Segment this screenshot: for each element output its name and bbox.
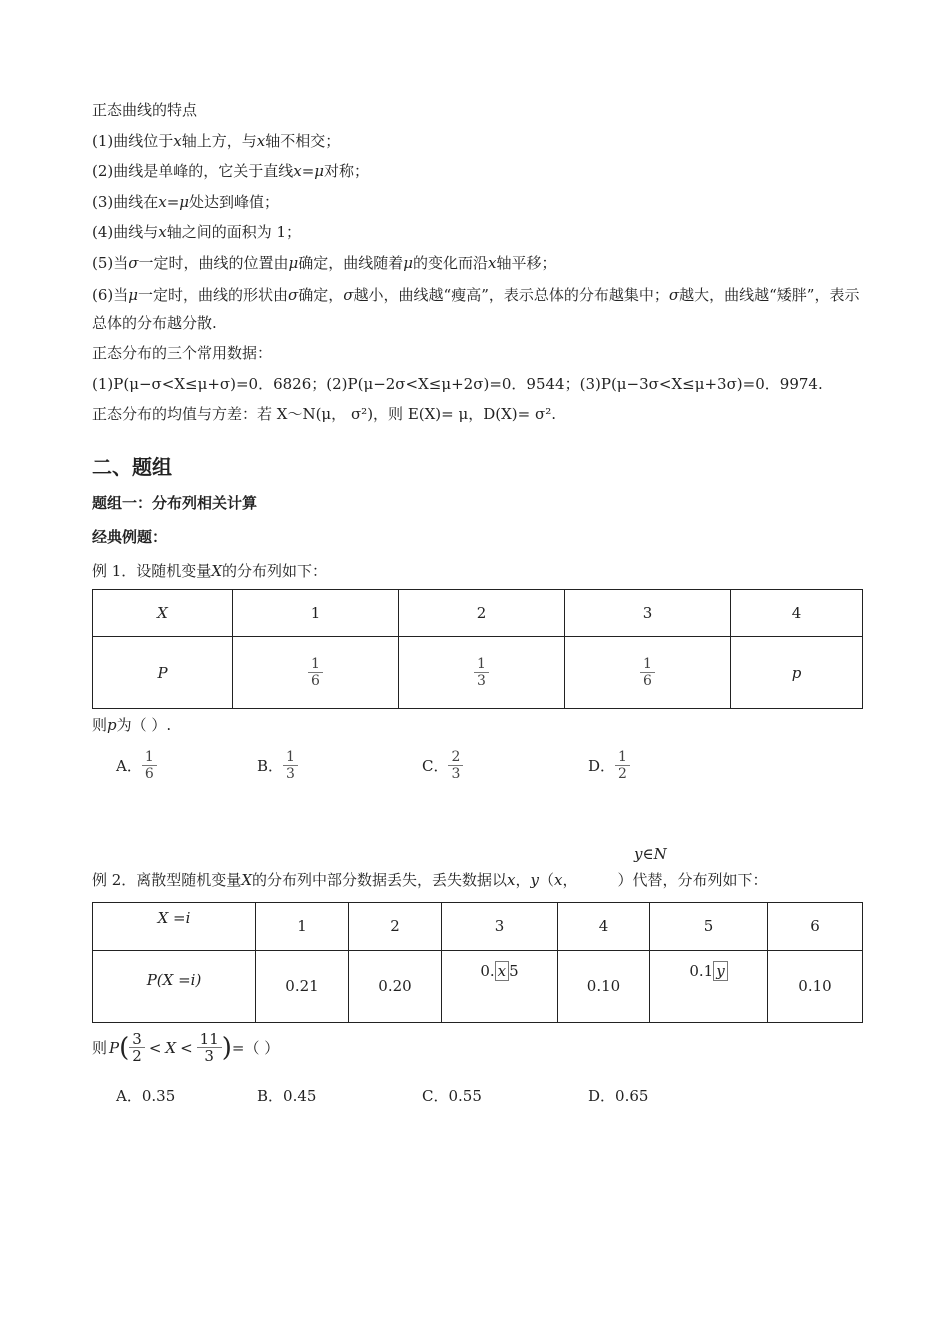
- example-2-options: [92, 1083, 862, 1133]
- option-a[interactable]: A．0.35: [116, 1087, 176, 1105]
- example-2-question: 则 P ( $\frac{3}{2}$ < X < $\frac{11}{3}$ ) =（ ）: [92, 1030, 280, 1065]
- property-1: (1)曲线位于x轴上方，与x轴不相交；: [92, 131, 341, 150]
- option-a[interactable]: A． $\frac{1}{6}$: [116, 744, 157, 788]
- table-cell: 5: [650, 902, 768, 950]
- fraction: $\frac{1}{6}$: [640, 656, 655, 689]
- fraction: $\frac{1}{6}$: [142, 749, 157, 782]
- fraction: $\frac{11}{3}$: [197, 1031, 222, 1064]
- missing-y-box: y: [713, 961, 727, 981]
- table-cell: 4: [558, 902, 650, 950]
- table-cell: 0.10: [558, 950, 650, 1022]
- example-1-question: 则p为（ ）.: [92, 716, 172, 734]
- table-cell: P: [93, 637, 233, 709]
- table-cell: 0.20: [349, 950, 442, 1022]
- fraction: $\frac{2}{3}$: [448, 749, 463, 782]
- fraction: $\frac{1}{6}$: [308, 656, 323, 689]
- table-cell: X =i: [93, 902, 256, 950]
- table-cell: [565, 637, 731, 709]
- table-cell: [233, 637, 399, 709]
- table-cell: P(X =i): [93, 950, 256, 1022]
- example-1-options: [92, 744, 862, 794]
- option-d[interactable]: D．0.65: [588, 1087, 649, 1105]
- fraction: $\frac{1}{2}$: [615, 749, 630, 782]
- table-cell: 6: [768, 902, 863, 950]
- property-3: (3)曲线在x=μ处达到峰值；: [92, 192, 280, 211]
- table-row: [93, 637, 863, 709]
- option-c[interactable]: C．0.55: [422, 1087, 482, 1105]
- table-cell: [399, 637, 565, 709]
- table-cell: X: [93, 590, 233, 637]
- property-6: (6)当μ一定时，曲线的形状由σ确定，σ越小，曲线越“瘦高”，表示总体的分布越集中；σ越大，曲线越“矮胖”，表示总体的分布越分散.: [92, 286, 860, 332]
- classic-label: 经典例题：: [92, 527, 168, 546]
- table-cell: 0.1 y: [650, 950, 768, 1022]
- data-line: (1)P(μ−σ<X≤μ+σ)=0．6826；(2)P(μ−2σ<X≤μ+2σ)=0．9544；(3)P(μ−3σ<X≤μ+3σ)=0．9974.: [92, 374, 823, 393]
- fraction: $\frac{1}{3}$: [283, 749, 298, 782]
- section-title: 二、题组: [92, 454, 172, 479]
- data-heading: 正态分布的三个常用数据：: [92, 344, 273, 362]
- intro-heading: 正态曲线的特点: [92, 101, 198, 119]
- property-4: (4)曲线与x轴之间的面积为 1；: [92, 223, 302, 241]
- property-5: (5)当σ一定时，曲线的位置由μ确定，曲线随着μ的变化而沿x轴平移；: [92, 253, 557, 272]
- mean-variance-line: 正态分布的均值与方差：若 X～N(μ， σ²)，则 E(X)= μ，D(X)= σ².: [92, 405, 556, 423]
- property-2: (2)曲线是单峰的，它关于直线x=μ对称；: [92, 162, 370, 180]
- table-cell: p: [731, 637, 863, 709]
- option-c[interactable]: C． $\frac{2}{3}$: [422, 744, 463, 788]
- group-title: 题组一：分布列相关计算: [92, 493, 258, 512]
- option-b[interactable]: B．0.45: [257, 1087, 317, 1105]
- example-2-prompt: y∈N 例 2．离散型随机变量X的分布列中部分数据丢失，丢失数据以x，y（x， ）代替，分布列如下：: [92, 858, 862, 898]
- table-row: [93, 950, 863, 1022]
- table-cell: 3: [442, 902, 558, 950]
- table-cell: 0. x 5: [442, 950, 558, 1022]
- example-1-table: [92, 589, 863, 709]
- table-cell: 1: [256, 902, 349, 950]
- superscript-y-in-n: y∈N: [634, 844, 667, 863]
- option-b[interactable]: B． $\frac{1}{3}$: [257, 744, 298, 788]
- missing-x-box: x: [495, 961, 509, 981]
- fraction: $\frac{3}{2}$: [129, 1031, 145, 1064]
- table-cell: 2: [349, 902, 442, 950]
- table-row: [93, 590, 863, 637]
- table-cell: 0.21: [256, 950, 349, 1022]
- table-row: [93, 902, 863, 950]
- example-1-prompt: 例 1．设随机变量X的分布列如下：: [92, 561, 328, 580]
- example-2-table: [92, 902, 863, 1023]
- table-cell: 4: [731, 590, 863, 637]
- option-d[interactable]: D． $\frac{1}{2}$: [588, 744, 630, 788]
- table-cell: 2: [399, 590, 565, 637]
- table-cell: 1: [233, 590, 399, 637]
- table-cell: 3: [565, 590, 731, 637]
- fraction: $\frac{1}{3}$: [474, 656, 489, 689]
- table-cell: 0.10: [768, 950, 863, 1022]
- document-page: [92, 98, 862, 1133]
